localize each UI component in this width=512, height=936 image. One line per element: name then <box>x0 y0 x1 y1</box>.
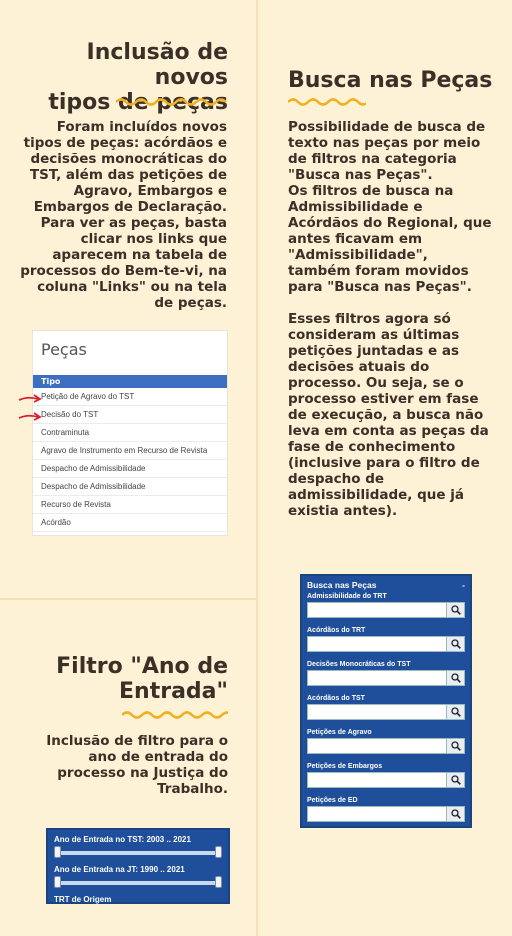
filter-field <box>307 602 465 618</box>
search-button[interactable] <box>447 738 465 754</box>
vertical-divider <box>256 0 258 936</box>
text-line: Trabalho. <box>157 781 228 797</box>
text-line: processo. Ou seja, se o <box>288 375 464 391</box>
title-line: Inclusão de novos <box>86 40 228 90</box>
search-icon <box>451 673 461 683</box>
busca-panel-title: Busca nas Peças <box>307 580 377 590</box>
search-button[interactable] <box>447 704 465 720</box>
filter-label: Petições de Embargos <box>307 763 383 770</box>
text-line: Os filtros de busca na <box>288 183 454 199</box>
range-slider[interactable] <box>54 846 222 860</box>
text-line: Possibilidade de busca de <box>288 119 486 135</box>
search-icon <box>451 605 461 615</box>
text-line: Foram incluídos novos <box>56 119 227 135</box>
search-button[interactable] <box>447 602 465 618</box>
text-line: também foram movidos <box>288 263 469 279</box>
text-line: TST, além das petições de <box>29 167 227 183</box>
filter-field <box>307 670 465 686</box>
text-line: coluna "Links" ou na tela <box>37 279 227 295</box>
filter-field <box>307 738 465 754</box>
filter-field <box>307 636 465 652</box>
text-line: processo na Justiça do <box>57 765 228 781</box>
slider-handle[interactable] <box>54 876 61 888</box>
busca-pecas-panel <box>300 574 472 828</box>
text-line: para "Busca nas Peças". <box>288 279 472 295</box>
collapse-button[interactable]: - <box>462 580 465 590</box>
filter-field <box>307 806 465 822</box>
search-icon <box>451 707 461 717</box>
pecas-table <box>32 330 228 536</box>
ano-entrada-panel <box>46 828 230 904</box>
text-line: consideram as últimas <box>288 327 460 343</box>
text-line: Inclusão de filtro para o <box>46 733 228 749</box>
text-line: aparecem na tabela de <box>52 247 227 263</box>
text-line: despacho de <box>288 471 385 487</box>
filter-label: Acórdãos do TRT <box>307 627 366 634</box>
table-row[interactable]: Decisão do TST <box>33 406 227 424</box>
slider-label: Ano de Entrada na JT: 1990 .. 2021 <box>54 865 185 874</box>
text-line: Admissibilidade e <box>288 199 423 215</box>
wavy-underline-icon <box>288 97 366 107</box>
text-line: antes ficavam em <box>288 231 423 247</box>
table-row[interactable]: Contraminuta <box>33 424 227 442</box>
search-input[interactable] <box>307 636 447 652</box>
search-icon <box>451 741 461 751</box>
title-line: Entrada" <box>119 679 228 704</box>
title-line: tipos de peças <box>48 90 228 115</box>
slider-handle[interactable] <box>215 876 222 888</box>
filter-label: Acórdãos do TST <box>307 695 365 702</box>
slider-handle[interactable] <box>54 846 61 858</box>
search-button[interactable] <box>447 772 465 788</box>
range-slider[interactable] <box>54 876 222 890</box>
search-input[interactable] <box>307 738 447 754</box>
text-line: clicar nos links que <box>80 231 227 247</box>
section-ano-title <box>10 654 228 704</box>
text-line: de execução, a busca não <box>288 407 484 423</box>
table-row[interactable]: Petição de Agravo do TST <box>33 388 227 406</box>
search-input[interactable] <box>307 772 447 788</box>
pecas-header-tipo: Tipo <box>33 375 227 388</box>
text-line: decisões monocráticas do <box>30 151 227 167</box>
text-line: texto nas peças por meio <box>288 135 481 151</box>
text-line: ano de entrada do <box>88 749 228 765</box>
section-busca-title: Busca nas Peças <box>288 68 493 93</box>
text-line: Agravo, Embargos e <box>73 183 227 199</box>
text-line: processo estiver em fase <box>288 391 479 407</box>
red-arrow-icon <box>18 393 42 405</box>
table-row[interactable]: Recurso de Revista <box>33 496 227 514</box>
text-line: de peças. <box>154 295 227 311</box>
text-line: "Busca nas Peças". <box>288 167 433 183</box>
text-line: existia antes). <box>288 503 398 519</box>
table-row[interactable]: Agravo de Instrumento em Recurso de Revista <box>33 442 227 460</box>
filter-label: Admissibilidade do TRT <box>307 593 387 600</box>
filter-label: Petições de ED <box>307 797 358 804</box>
filter-field <box>307 772 465 788</box>
table-row[interactable]: Despacho de Admissibilidade <box>33 478 227 496</box>
wavy-underline-icon <box>122 710 228 720</box>
filter-field <box>307 704 465 720</box>
search-icon <box>451 775 461 785</box>
text-line: de filtros na categoria <box>288 151 457 167</box>
text-line: admissibilidade, que já <box>288 487 465 503</box>
table-row[interactable]: Acórdão <box>33 514 227 532</box>
search-button[interactable] <box>447 806 465 822</box>
slider-track <box>57 851 219 855</box>
text-line: Para ver as peças, basta <box>40 215 227 231</box>
search-input[interactable] <box>307 670 447 686</box>
text-line: decisões atuais do <box>288 359 430 375</box>
busca-panel-header <box>307 580 465 592</box>
horizontal-divider <box>0 598 256 600</box>
pecas-title: Peças <box>41 340 87 359</box>
filter-label: Petições de Agravo <box>307 729 372 736</box>
text-line: petições juntadas e as <box>288 343 459 359</box>
trt-origem-label[interactable]: TRT de Origem <box>54 895 112 904</box>
search-input[interactable] <box>307 806 447 822</box>
title-line: Filtro "Ano de <box>56 654 228 679</box>
slider-track <box>57 881 219 885</box>
text-line: tipos de peças: acórdãos e <box>23 135 227 151</box>
text-line: "Admissibilidade", <box>288 247 428 263</box>
wavy-underline-icon <box>116 97 228 107</box>
text-line: (inclusive para o filtro de <box>288 455 480 471</box>
search-icon <box>451 809 461 819</box>
search-button[interactable] <box>447 670 465 686</box>
text-line: processos do Bem-te-vi, na <box>20 263 227 279</box>
text-line: Acórdãos do Regional, que <box>288 215 492 231</box>
text-line: Embargos de Declaração. <box>33 199 227 215</box>
red-arrow-icon <box>18 411 42 423</box>
section-busca-text <box>288 119 502 519</box>
filter-label: Decisões Monocráticas do TST <box>307 661 411 668</box>
section-ano-text <box>30 733 228 797</box>
slider-label: Ano de Entrada no TST: 2003 .. 2021 <box>54 835 191 844</box>
text-line: fase de conhecimento <box>288 439 456 455</box>
search-input[interactable] <box>307 602 447 618</box>
table-row[interactable]: Despacho de Admissibilidade <box>33 460 227 478</box>
text-line: leva em conta as peças da <box>288 423 489 439</box>
search-input[interactable] <box>307 704 447 720</box>
slider-handle[interactable] <box>215 846 222 858</box>
section-inclusao-text <box>20 119 227 311</box>
text-line: Esses filtros agora só <box>288 311 451 327</box>
search-icon <box>451 639 461 649</box>
search-button[interactable] <box>447 636 465 652</box>
